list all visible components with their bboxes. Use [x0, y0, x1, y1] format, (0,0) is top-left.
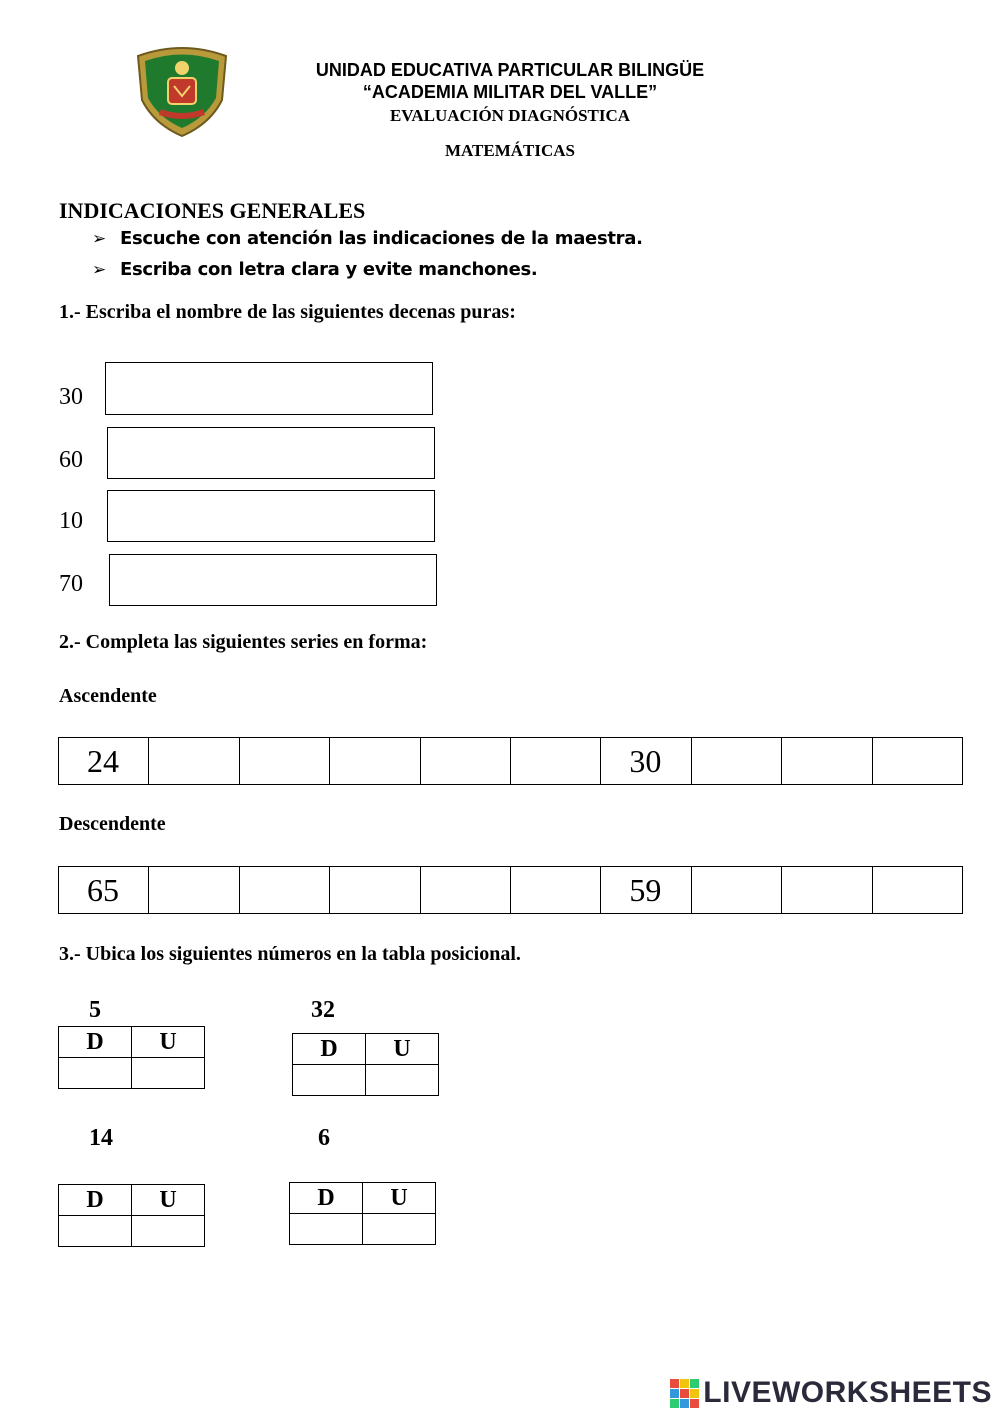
series-cell[interactable] — [149, 738, 239, 785]
arrow-bullet-icon: ➢ — [92, 229, 106, 249]
place-value-table — [58, 1184, 205, 1247]
series-cell[interactable] — [330, 867, 420, 914]
series-cell[interactable] — [239, 738, 329, 785]
descending-label: Descendente — [59, 813, 166, 835]
series-input[interactable] — [511, 738, 600, 784]
descending-series-table — [58, 866, 963, 914]
units-input[interactable] — [132, 1216, 204, 1246]
series-cell[interactable] — [330, 738, 420, 785]
question-3-title: 3.- Ubica los siguientes números en la tabla posicional. — [59, 943, 521, 965]
tens-input[interactable] — [59, 1216, 131, 1246]
question-2-title: 2.- Completa las siguientes series en forma: — [59, 631, 428, 653]
answer-input[interactable] — [110, 555, 436, 605]
answer-box[interactable] — [109, 554, 437, 606]
tens-header: D — [293, 1034, 366, 1065]
place-value-number: 5 — [89, 997, 101, 1023]
series-input[interactable] — [240, 738, 329, 784]
units-header: U — [132, 1185, 205, 1216]
units-input[interactable] — [363, 1214, 435, 1244]
place-value-table — [289, 1182, 436, 1245]
liveworksheets-text: LIVEWORKSHEETS — [703, 1376, 992, 1409]
series-cell-given: 65 — [59, 867, 149, 914]
series-cell[interactable] — [149, 867, 239, 914]
answer-box[interactable] — [107, 490, 435, 542]
tens-input[interactable] — [59, 1058, 131, 1088]
series-cell[interactable] — [420, 738, 510, 785]
series-cell[interactable] — [872, 738, 962, 785]
liveworksheets-logo-icon — [670, 1379, 699, 1408]
answer-box[interactable] — [105, 362, 433, 415]
series-cell[interactable] — [691, 738, 781, 785]
series-input[interactable] — [421, 738, 510, 784]
series-input[interactable] — [692, 738, 781, 784]
answer-input[interactable] — [108, 491, 434, 541]
series-input[interactable] — [240, 867, 329, 913]
units-header: U — [363, 1183, 436, 1214]
series-input[interactable] — [421, 867, 510, 913]
series-input[interactable] — [149, 738, 238, 784]
series-input[interactable] — [692, 867, 781, 913]
series-cell[interactable] — [510, 867, 600, 914]
series-input[interactable] — [873, 738, 962, 784]
tens-header: D — [290, 1183, 363, 1214]
answer-box[interactable] — [107, 427, 435, 479]
school-name: UNIDAD EDUCATIVA PARTICULAR BILINGÜE — [315, 60, 705, 80]
place-value-table — [58, 1026, 205, 1089]
units-input[interactable] — [132, 1058, 204, 1088]
series-cell-given: 59 — [601, 867, 691, 914]
subject-title: MATEMÁTICAS — [444, 141, 576, 160]
instruction-item: ➢ Escuche con atención las indicaciones de la maestra. — [92, 228, 643, 249]
units-input[interactable] — [366, 1065, 438, 1095]
tens-cell[interactable] — [59, 1058, 132, 1089]
academy-name: “ACADEMIA MILITAR DEL VALLE” — [362, 82, 658, 102]
ascending-label: Ascendente — [59, 685, 157, 707]
arrow-bullet-icon: ➢ — [92, 260, 106, 280]
series-input[interactable] — [330, 867, 419, 913]
series-cell[interactable] — [782, 738, 872, 785]
units-header: U — [366, 1034, 439, 1065]
number-label: 60 — [59, 447, 83, 473]
series-cell-given: 24 — [59, 738, 149, 785]
tens-header: D — [59, 1185, 132, 1216]
series-cell[interactable] — [782, 867, 872, 914]
units-cell[interactable] — [132, 1216, 205, 1247]
series-cell[interactable] — [239, 867, 329, 914]
number-label: 10 — [59, 508, 83, 534]
instruction-item: ➢ Escriba con letra clara y evite manchones. — [92, 259, 538, 280]
series-cell[interactable] — [691, 867, 781, 914]
tens-input[interactable] — [293, 1065, 365, 1095]
tens-cell[interactable] — [290, 1214, 363, 1245]
series-cell-given: 30 — [601, 738, 691, 785]
units-header: U — [132, 1027, 205, 1058]
answer-input[interactable] — [108, 428, 434, 478]
number-label: 70 — [59, 571, 83, 597]
units-cell[interactable] — [366, 1065, 439, 1096]
answer-input[interactable] — [106, 363, 432, 414]
series-input[interactable] — [149, 867, 238, 913]
place-value-number: 32 — [311, 997, 335, 1023]
units-cell[interactable] — [363, 1214, 436, 1245]
series-input[interactable] — [873, 867, 962, 913]
number-label: 30 — [59, 384, 83, 410]
tens-cell[interactable] — [293, 1065, 366, 1096]
place-value-number: 6 — [318, 1125, 330, 1151]
instructions-title: INDICACIONES GENERALES — [59, 198, 366, 223]
question-1-title: 1.- Escriba el nombre de las siguientes decenas puras: — [59, 301, 516, 323]
evaluation-title: EVALUACIÓN DIAGNÓSTICA — [389, 106, 631, 125]
series-input[interactable] — [782, 867, 871, 913]
series-cell[interactable] — [872, 867, 962, 914]
series-input[interactable] — [511, 867, 600, 913]
place-value-table — [292, 1033, 439, 1096]
units-cell[interactable] — [132, 1058, 205, 1089]
series-input[interactable] — [782, 738, 871, 784]
tens-header: D — [59, 1027, 132, 1058]
tens-cell[interactable] — [59, 1216, 132, 1247]
ascending-series-table — [58, 737, 963, 785]
series-cell[interactable] — [510, 738, 600, 785]
series-input[interactable] — [330, 738, 419, 784]
place-value-number: 14 — [89, 1125, 113, 1151]
tens-input[interactable] — [290, 1214, 362, 1244]
liveworksheets-watermark — [670, 1376, 992, 1410]
series-cell[interactable] — [420, 867, 510, 914]
